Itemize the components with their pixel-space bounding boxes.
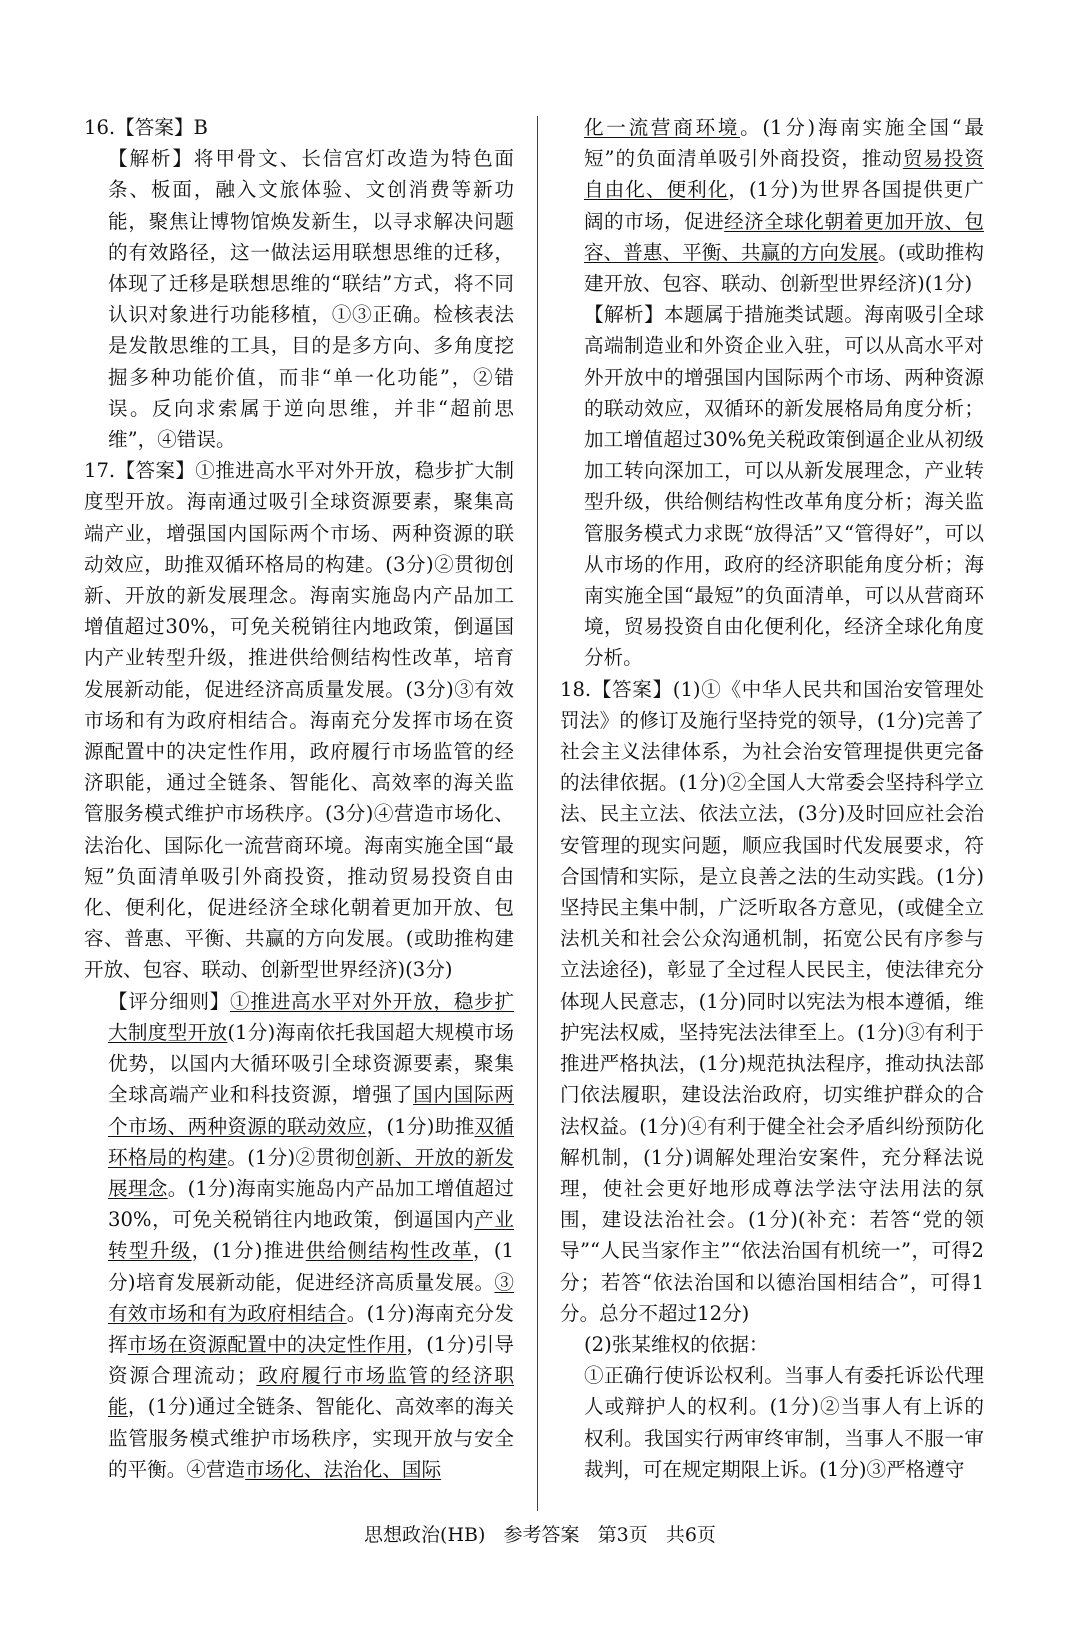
answer-paragraph: [560, 1360, 984, 1485]
text-segment: ，(1分)引导资源合理流动；: [108, 1332, 515, 1388]
text-segment: 【解析】将甲骨文、长信宫灯改造为特色面条、板面，融入文旅体验、文创消费等新功能，聚焦让博物馆焕发新生，以寻求解决问题的有效路径，这一做法运用联想思维的迁移，体现了迁移是联想思维的“联结”方式，将不同认识对象进行功能移植，①③正确。检核表法是发散思维的工具，目的是多方向、多角度挖掘多种功能价值，而非“单一化功能”，②错误。反向求索属于逆向思维，并非“超前思维”，④错误。: [108, 147, 514, 452]
answer-paragraph: [560, 1329, 984, 1360]
text-segment: 。(1分)海南充分发挥: [108, 1301, 514, 1356]
text-segment: ，(1分)助推: [366, 1114, 475, 1138]
underlined-key-point: 市场在资源配置中的决定性作用: [127, 1332, 407, 1356]
underlined-key-point: 创新、开放的新发展理念: [108, 1145, 515, 1200]
text-segment: 【评分细则】: [108, 989, 231, 1013]
text-segment: 。(或助推构建开放、包容、联动、创新型世界经济)(1分): [584, 240, 984, 296]
answer-paragraph: [560, 299, 984, 673]
text-segment: 17.【答案】①推进高水平对外开放，稳步扩大制度型开放。海南通过吸引全球资源要素，聚集高端产业，增强国内国际两个市场、两种资源的联动效应，助推双循环格局的构建。(3分)②贯彻创新、开放的新发展理念。海南实施岛内产品加工增值超过30%，可免关税销往内地政策，倒逼国内产业转型升级，推进供给侧结构性改革，培育发展新动能，促进经济高质量发展。(3分)③有效市场和有为政府相结合。海南充分发挥市场在资源配置中的决定性作用，政府履行市场监管的经济职能，通过全链条、智能化、高效率的海关监管服务模式维护市场秩序。(3分)④营造市场化、法治化、国际化一流营商环境。海南实施全国“最短”负面清单吸引外商投资，推动贸易投资自由化、便利化，促进经济全球化朝着更加开放、包容、普惠、平衡、共赢的方向发展。(或助推构建开放、包容、联动、创新型世界经济)(3分): [84, 459, 514, 982]
text-segment: 。(1分)海南实施岛内产品加工增值超过30%，可免关税销往内地政策，倒逼国内: [108, 1176, 515, 1232]
text-segment: 【解析】本题属于措施类试题。海南吸引全球高端制造业和外资企业入驻，可以从高水平对外开放中的增强国内国际两个市场、两种资源的联动效应，双循环的新发展格局角度分析；加工增值超过30%免关税政策倒逼企业从初级加工转向深加工，可以从新发展理念，产业转型升级，供给侧结构性改革角度分析；海关监管服务模式力求既“放得活”又“管得好”，可以从市场的作用，政府的经济职能角度分析；海南实施全国“最短”的负面清单，可以从营商环境，贸易投资自由化便利化，经济全球化角度分析。: [584, 303, 984, 670]
underlined-key-point: 双循环格局的构建: [108, 1114, 515, 1169]
underlined-key-point: 国内国际两个市场、两种资源的联动效应: [108, 1083, 515, 1138]
underlined-key-point: ③有效市场和有为政府相结合: [108, 1270, 514, 1325]
text-segment: 。(1分)②贯彻: [227, 1145, 356, 1169]
text-segment: 16.【答案】B: [84, 116, 208, 139]
text-segment: (2)张某维权的依据：: [584, 1332, 769, 1356]
answer-paragraph: [84, 112, 514, 143]
answer-paragraph: [84, 143, 514, 455]
column-divider: [537, 116, 538, 1511]
page-footer: 思想政治(HB) 参考答案 第3页 共6页: [364, 1524, 716, 1546]
underlined-key-point: 供给侧结构性改革: [305, 1239, 473, 1263]
text-segment: ，(1分)为世界各国提供更广阔的市场，促进: [584, 178, 984, 233]
answer-paragraph: [84, 455, 514, 985]
answer-paragraph: [560, 674, 984, 1329]
text-segment: ，(1分)通过全链条、智能化、高效率的海关监管服务模式维护市场秩序，实现开放与安全的平衡。④营造: [108, 1395, 515, 1481]
text-segment: (1分)海南依托我国超大规模市场优势，以国内大循环吸引全球资源要素，聚集全球高端产业和科技资源，增强了: [108, 1020, 514, 1107]
text-segment: ，(1分)培育发展新动能，促进经济高质量发展。: [108, 1239, 515, 1294]
right-column: [560, 112, 984, 1485]
underlined-key-point: ①推进高水平对外开放，稳步扩大制度型开放: [108, 989, 515, 1044]
text-segment: ①正确行使诉讼权利。当事人有委托诉讼代理人或辩护人的权利。(1分)②当事人有上诉的权利。我国实行两审终审制，当事人不服一审裁判，可在规定期限上诉。(1分)③严格遵守: [584, 1364, 984, 1481]
text-segment: 。(1分)海南实施全国“最短”的负面清单吸引外商投资，推动: [584, 116, 984, 171]
text-segment: 18.【答案】(1)①《中华人民共和国治安管理处罚法》的修订及施行坚持党的领导，(1分)完善了社会主义法律体系，为社会治安管理提供更完备的法律依据。(1分)②全国人大常委会坚持科学立法、民主立法、依法立法，(3分)及时回应社会治安管理的现实问题，顺应我国时代发展要求，符合国情和实际，是立良善之法的生动实践。(1分)坚持民主集中制，广泛听取各方意见，(或健全立法机关和社会公众沟通机制，拓宽公民有序参与立法途径)，彰显了全过程人民民主，使法律充分体现人民意志，(1分)同时以宪法为根本遵循，维护宪法权威，坚持宪法法律至上。(1分)③有利于推进严格执法，(1分)规范执法程序，推动执法部门依法履职，建设法治政府，切实维护群众的合法权益。(1分)④有利于健全社会矛盾纠纷预防化解机制，(1分)调解处理治安案件，充分释法说理，使社会更好地形成尊法学法守法用法的氛围，建设法治社会。(1分)(补充：若答“党的领导”“人民当家作主”“依法治国有机统一”，可得2分；若答“依法治国和以德治国相结合”，可得1分。总分不超过12分): [560, 677, 984, 1325]
text-segment: ，(1分)推进: [191, 1239, 306, 1263]
underlined-key-point: 产业转型升级: [108, 1208, 514, 1263]
underlined-key-point: 政府履行市场监管的经济职能: [108, 1364, 515, 1419]
underlined-key-point: 市场化、法治化、国际: [245, 1457, 442, 1481]
underlined-key-point: 贸易投资自由化、便利化: [584, 147, 984, 202]
underlined-key-point: 经济全球化朝着更加开放、包容、普惠、平衡、共赢的方向发展: [584, 209, 985, 264]
underlined-key-point: 化一流营商环境: [584, 116, 741, 139]
answer-paragraph: [560, 112, 984, 299]
left-column: [84, 112, 514, 1485]
answer-paragraph: [84, 986, 514, 1485]
